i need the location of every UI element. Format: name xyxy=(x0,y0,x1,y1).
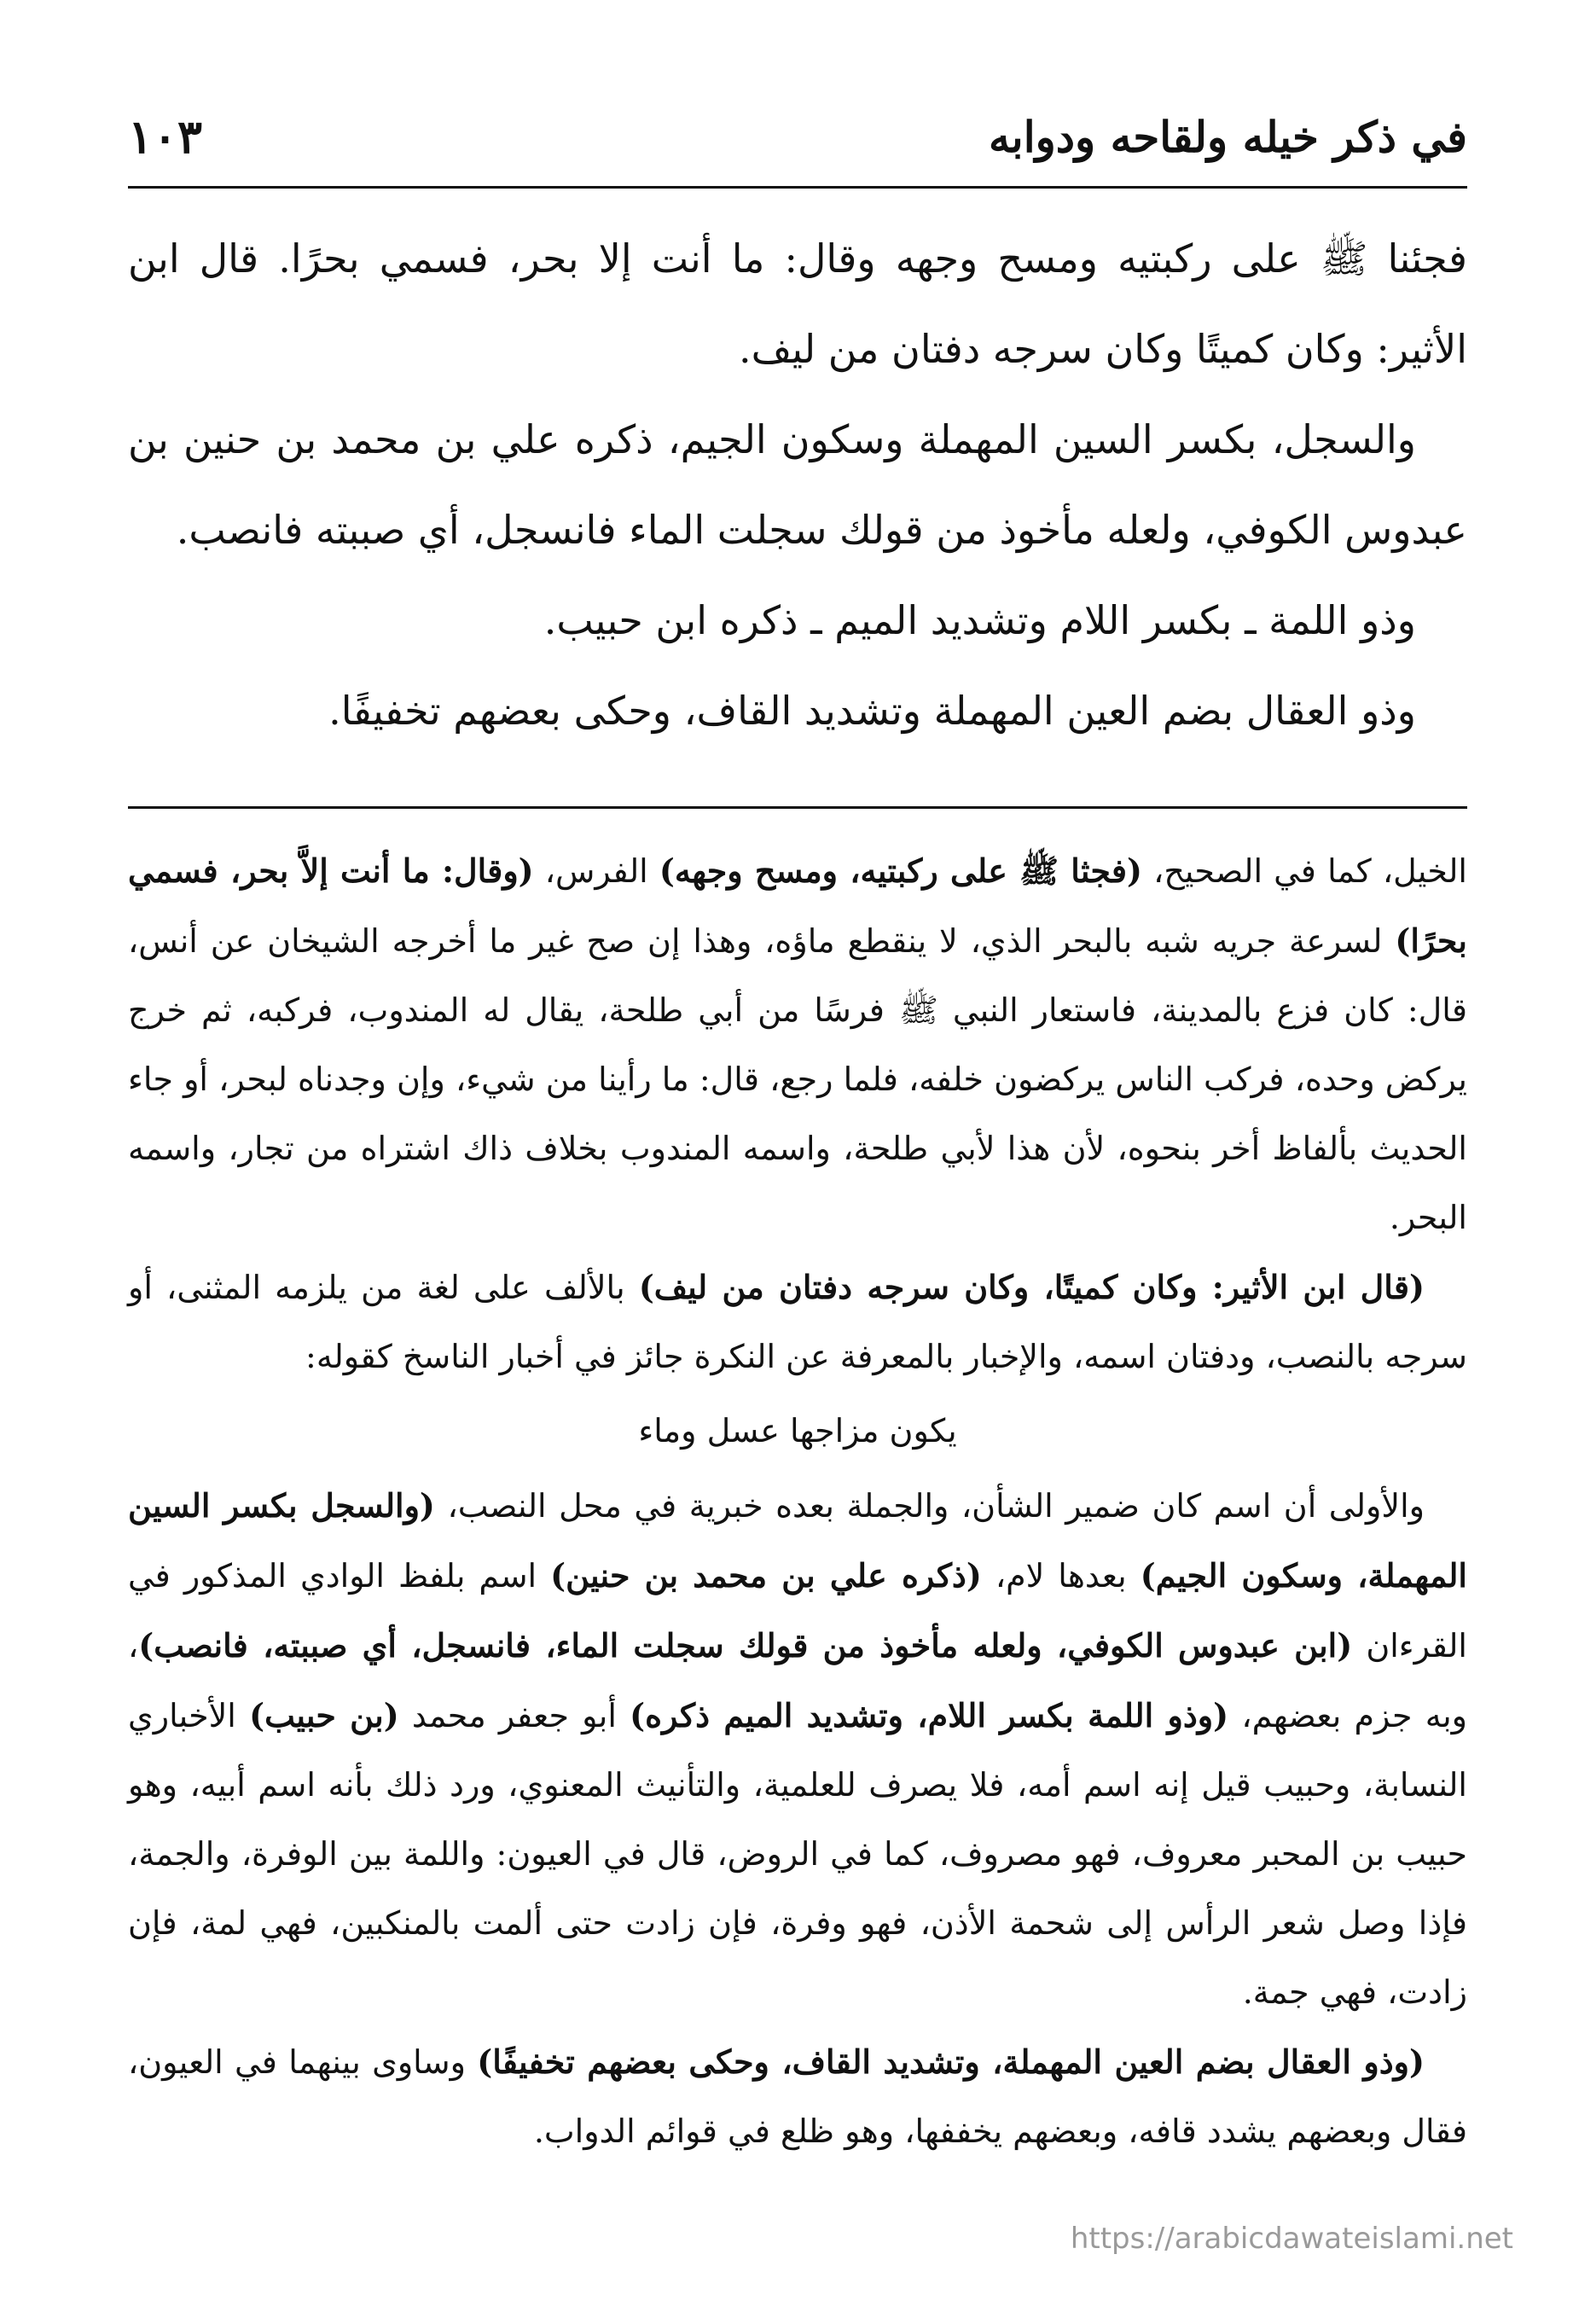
watermark-url: https://arabicdawateislami.net xyxy=(1070,2222,1513,2256)
commentary-text: الخيل، كما في الصحيح، xyxy=(1142,852,1467,890)
quoted-matn: (ابن عبدوس الكوفي، ولعله مأخوذ من قولك سجلت الماء، فانسجل، أي صببته، فانصب) xyxy=(138,1626,1353,1665)
running-title: في ذكر خيله ولقاحه ودوابه xyxy=(988,111,1467,162)
commentary-paragraph-1 xyxy=(128,836,1467,1252)
book-page xyxy=(128,85,1467,2269)
main-paragraph-2: والسجل، بكسر السين المهملة وسكون الجيم، ذكره علي بن محمد بن حنين بن عبدوس الكوفي، ولعله مأخوذ من قولك سجلت الماء فانسجل، أي صببته فانصب. xyxy=(128,416,1467,553)
quoted-matn: (بن حبيب) xyxy=(249,1696,399,1734)
commentary-paragraph-2 xyxy=(128,1252,1467,1391)
main-paragraph-4: وذو العقال بضم العين المهملة وتشديد القاف، وحكى بعضهم تخفيفًا. xyxy=(328,688,1416,734)
quoted-matn: (قال ابن الأثير: وكان كميتًا، وكان سرجه دفتان من ليف) xyxy=(638,1268,1425,1306)
commentary-divider xyxy=(128,806,1467,809)
commentary-text: الفرس، xyxy=(533,852,659,890)
commentary xyxy=(128,836,1467,2166)
commentary-paragraph-4 xyxy=(128,2027,1467,2166)
page-number: ١٠٣ xyxy=(128,109,203,164)
main-text xyxy=(128,213,1467,756)
page-header xyxy=(128,102,1467,171)
quoted-matn: (وذو العقال بضم العين المهملة، وتشديد القاف، وحكى بعضهم تخفيفًا) xyxy=(477,2042,1425,2081)
commentary-text: وساوى بينهما في العيون، فقال وبعضهم يشدد قافه، وبعضهم يخففها، وهو ظلع في قوائم الدواب. xyxy=(128,2043,1467,2150)
commentary-text: بعدها لام، xyxy=(981,1557,1141,1595)
quoted-matn: (وذو اللمة بكسر اللام، وتشديد الميم ذكره) xyxy=(630,1696,1229,1734)
quoted-matn: (والسجل بكسر السين المهملة، وسكون الجيم) xyxy=(128,1486,1467,1595)
main-paragraph-1: فجئنا ﷺ على ركبتيه ومسح وجهه وقال: ما أنت إلا بحر، فسمي بحرًا. قال ابن الأثير: وكان كميتًا وكان سرجه دفتان من ليف. xyxy=(128,235,1467,372)
poetry-verse: يكون مزاجها عسل وماء xyxy=(638,1412,957,1450)
commentary-paragraph-3 xyxy=(128,1471,1467,2027)
quoted-matn: (فجثا ﷺ على ركبتيه، ومسح وجهه) xyxy=(659,851,1143,890)
commentary-text: ، وبه جزم بعضهم، xyxy=(128,1627,1468,1734)
commentary-text: والأولى أن اسم كان ضمير الشأن، والجملة بعده خبرية في محل النصب، xyxy=(434,1487,1425,1525)
quoted-matn: (ذكره علي بن محمد بن حنين) xyxy=(550,1556,982,1595)
commentary-text: الأخباري النسابة، وحبيب قيل إنه اسم أمه، فلا يصرف للعلمية، والتأنيث المعنوي، ورد ذلك بأنه اسم أبيه، وهو حبيب بن المحبر معروف، فهو مصروف، كما في الروض، قال في العيون: واللمة بين الوفرة، والجمة، فإذا وصل شعر الرأس إلى شحمة الأذن، فهو وفرة، فإن زادت حتى ألمت بالمنكبين، فهي لمة، فإن زادت، فهي جمة. xyxy=(128,1697,1467,2011)
commentary-text: لسرعة جريه شبه بالبحر الذي، لا ينقطع ماؤه، وهذا إن صح غير ما أخرجه الشيخان عن أنس، قال: كان فزع بالمدينة، فاستعار النبي ﷺ فرسًا من أبي طلحة، يقال له المندوب، فركبه، ثم خرج يركض وحده، فركب الناس يركضون خلفه، فلما رجع، قال: ما رأينا من شيء، وإن وجدناه لبحر، أو جاء الحديث بألفاظ أخر بنحوه، لأن هذا لأبي طلحة، واسمه المندوب بخلاف ذاك اشتراه من تجار، واسمه البحر. xyxy=(128,922,1467,1236)
main-paragraph-3: وذو اللمة ـ بكسر اللام وتشديد الميم ـ ذكره ابن حبيب. xyxy=(543,597,1416,643)
commentary-text: اسم بلفظ الوادي المذكور في القرءان xyxy=(128,1557,1467,1665)
commentary-text: بالألف على لغة من يلزمه المثنى، أو سرجه بالنصب، ودفتان اسمه، والإخبار بالمعرفة عن النكرة جائز في أخبار الناسخ كقوله: xyxy=(128,1269,1467,1375)
commentary-text: أبو جعفر محمد xyxy=(398,1697,630,1734)
quoted-matn: (وقال: ما أنت إلاَّ بحر، فسمي بحرًا) xyxy=(128,851,1467,960)
header-rule xyxy=(128,186,1467,189)
